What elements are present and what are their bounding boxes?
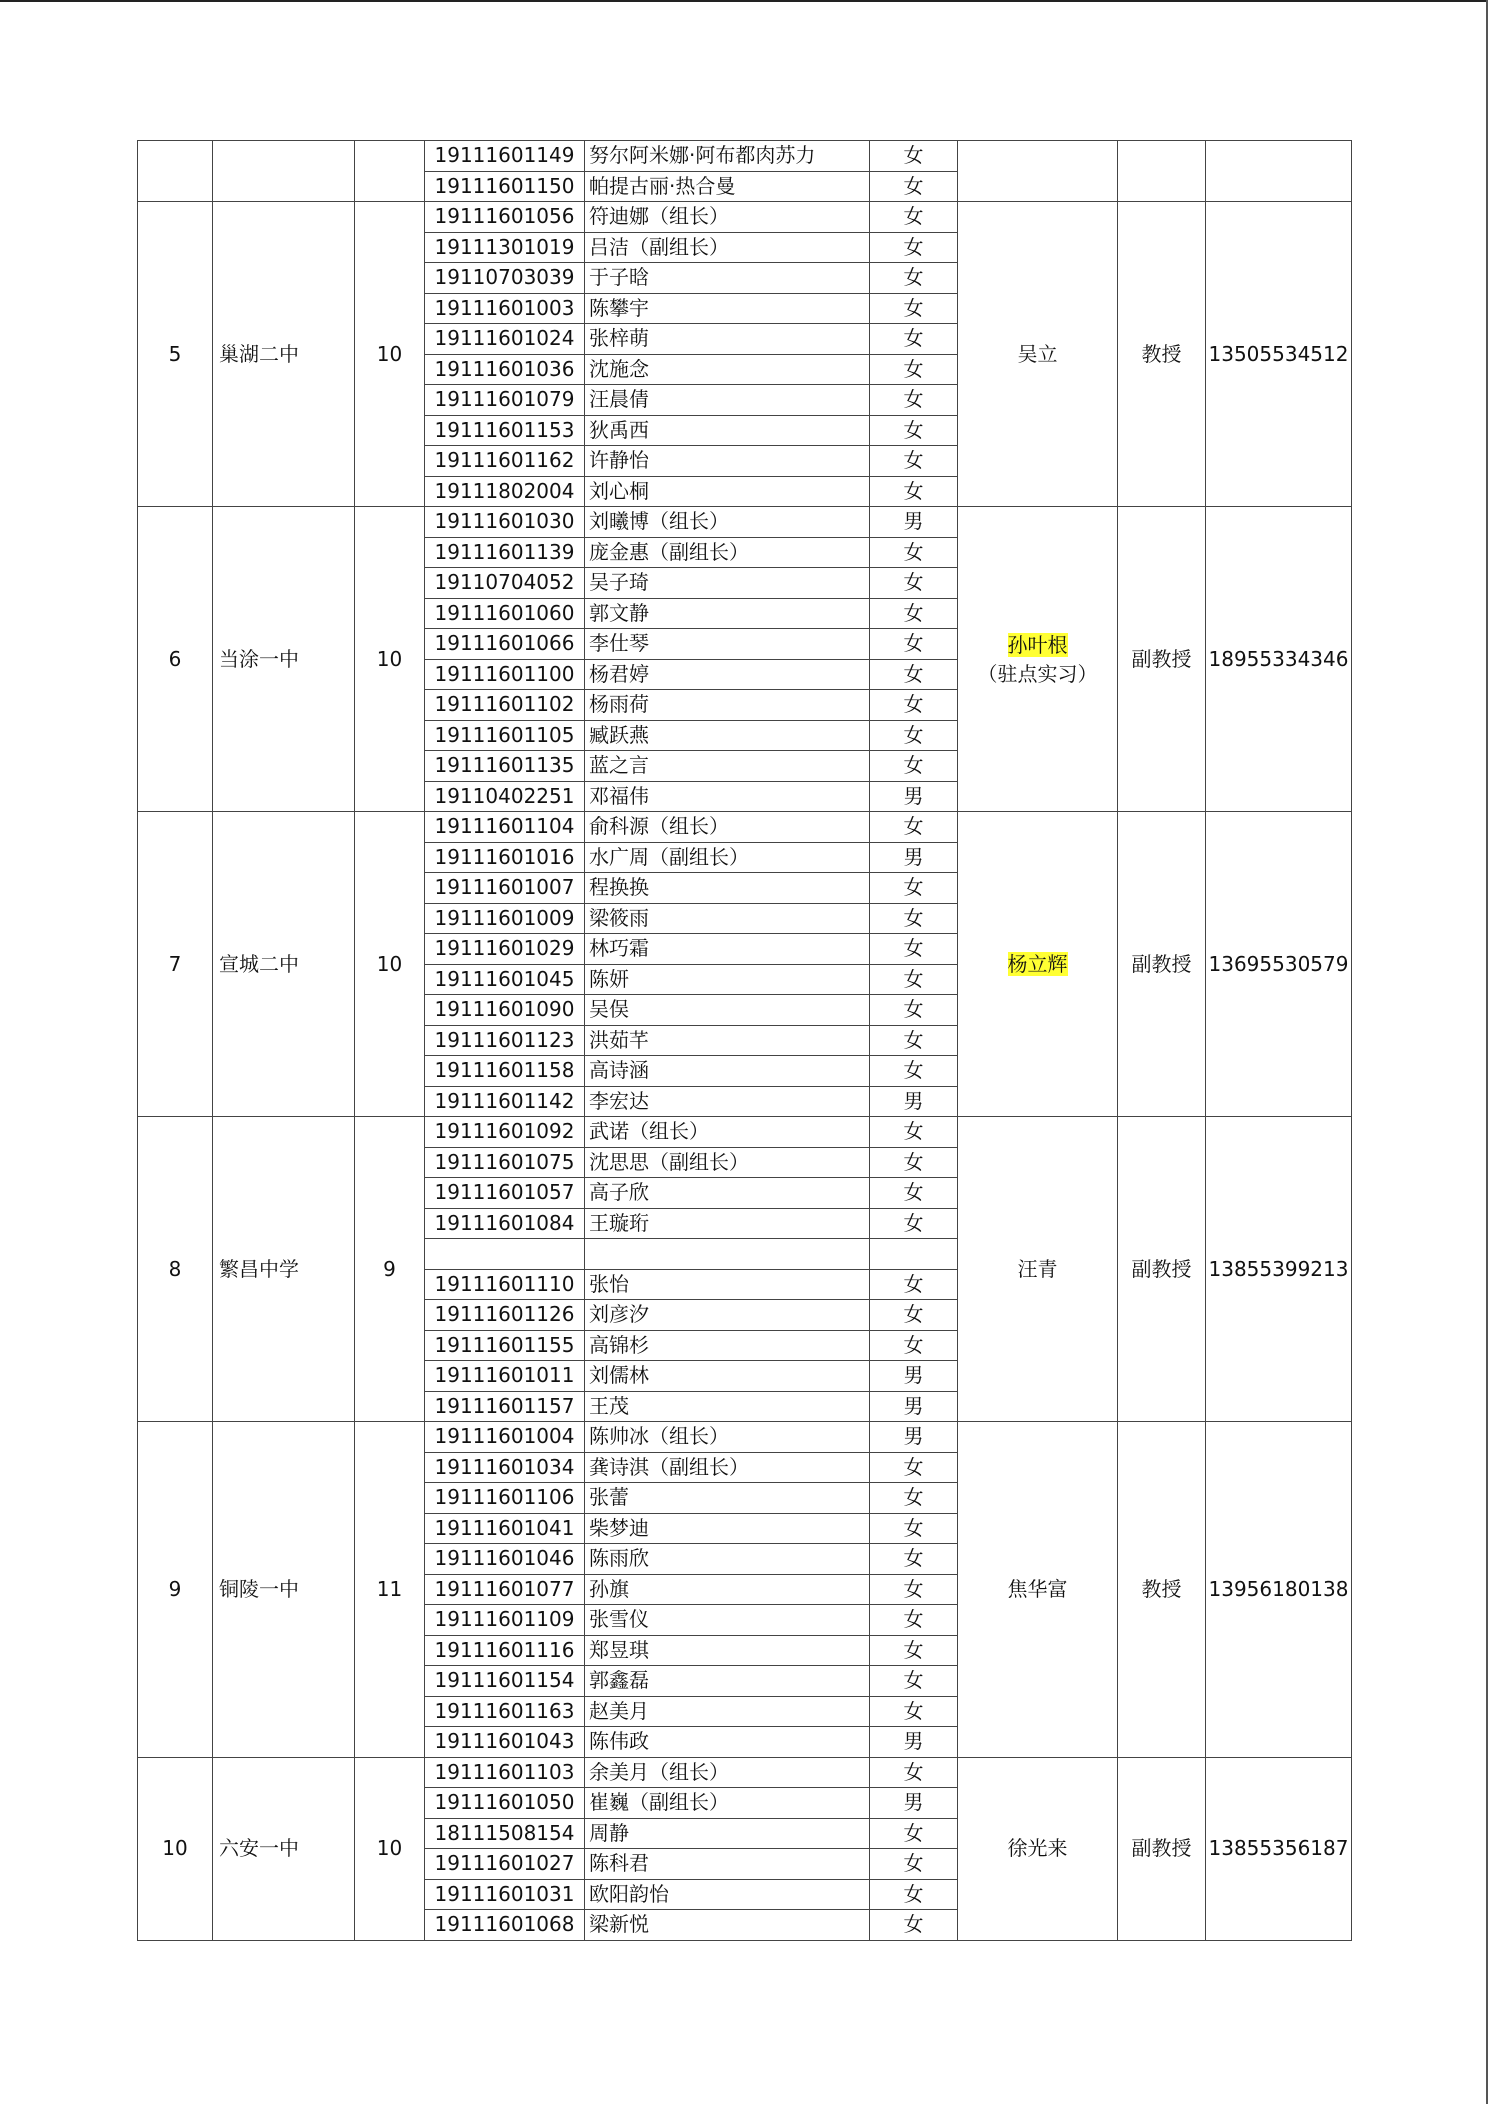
gender-cell: 女	[870, 263, 958, 294]
student-id-cell: 19111601100	[425, 659, 585, 690]
student-id-cell: 19111601077	[425, 1574, 585, 1605]
student-id-cell: 19111601154	[425, 1666, 585, 1697]
student-name-cell: 刘心桐	[585, 476, 870, 507]
student-id-cell: 19111601068	[425, 1910, 585, 1941]
student-id-cell: 19111601016	[425, 842, 585, 873]
teacher-name: 杨立辉	[1007, 951, 1068, 976]
group-number-cell: 10	[138, 1757, 213, 1940]
student-id-cell: 19111601103	[425, 1757, 585, 1788]
student-name-cell: 武诺（组长）	[585, 1117, 870, 1148]
student-id-cell: 19111601003	[425, 293, 585, 324]
gender-cell: 女	[870, 324, 958, 355]
gender-cell: 女	[870, 1025, 958, 1056]
count-cell	[355, 141, 425, 202]
student-name-cell: 龚诗淇（副组长）	[585, 1452, 870, 1483]
no-cell	[138, 141, 213, 202]
phone-cell: 13956180138	[1206, 1422, 1352, 1758]
teacher-cell	[958, 812, 1118, 1117]
student-count-cell: 10	[355, 1757, 425, 1940]
student-name-cell: 张梓萌	[585, 324, 870, 355]
school-cell: 宣城二中	[213, 812, 355, 1117]
student-id-cell: 19111601084	[425, 1208, 585, 1239]
gender-cell: 女	[870, 598, 958, 629]
gender-cell: 女	[870, 629, 958, 660]
student-id-cell: 19111601163	[425, 1696, 585, 1727]
student-name-cell: 臧跃燕	[585, 720, 870, 751]
student-id-cell: 19111601105	[425, 720, 585, 751]
teacher-name: 吴立	[1017, 341, 1058, 366]
gender-cell: 女	[870, 1147, 958, 1178]
student-name-cell: 吕洁（副组长）	[585, 232, 870, 263]
academic-title-cell: 副教授	[1118, 507, 1206, 812]
student-id-cell: 19111601024	[425, 324, 585, 355]
gender-cell: 女	[870, 446, 958, 477]
student-id-cell: 19111601079	[425, 385, 585, 416]
student-id-cell: 19111601102	[425, 690, 585, 721]
internship-roster-table	[137, 140, 1352, 1941]
gender-cell: 女	[870, 1635, 958, 1666]
student-name-cell: 梁筱雨	[585, 903, 870, 934]
student-name-cell	[585, 1239, 870, 1270]
student-name-cell: 周静	[585, 1818, 870, 1849]
roster-body	[138, 141, 1352, 1941]
gender-cell: 女	[870, 964, 958, 995]
gender-cell: 女	[870, 1605, 958, 1636]
student-name-cell: 张怡	[585, 1269, 870, 1300]
student-name-cell: 于子晗	[585, 263, 870, 294]
teacher-cell	[958, 1757, 1118, 1940]
student-id-cell: 19111601009	[425, 903, 585, 934]
group-number-cell: 6	[138, 507, 213, 812]
gender-cell: 男	[870, 1391, 958, 1422]
academic-title-cell: 副教授	[1118, 1117, 1206, 1422]
student-name-cell: 陈伟政	[585, 1727, 870, 1758]
phone-cell: 13505534512	[1206, 202, 1352, 507]
gender-cell: 男	[870, 781, 958, 812]
gender-cell: 女	[870, 537, 958, 568]
gender-cell: 女	[870, 751, 958, 782]
gender-cell: 女	[870, 385, 958, 416]
gender-cell: 女	[870, 232, 958, 263]
student-id-cell: 19111301019	[425, 232, 585, 263]
student-name-cell: 符迪娜（组长）	[585, 202, 870, 233]
table-row	[138, 812, 1352, 843]
student-name-cell: 吴俣	[585, 995, 870, 1026]
phone-cell	[1206, 141, 1352, 202]
gender-cell: 女	[870, 1849, 958, 1880]
student-id-cell: 19111601116	[425, 1635, 585, 1666]
teacher-name: 焦华富	[1007, 1576, 1068, 1601]
gender-cell: 女	[870, 1330, 958, 1361]
gender-cell: 男	[870, 1422, 958, 1453]
student-name-cell: 张蕾	[585, 1483, 870, 1514]
gender-cell: 女	[870, 1269, 958, 1300]
table-row	[138, 1117, 1352, 1148]
student-id-cell: 18111508154	[425, 1818, 585, 1849]
gender-cell	[870, 1239, 958, 1270]
teacher-cell	[958, 1117, 1118, 1422]
student-name-cell: 刘彦汐	[585, 1300, 870, 1331]
student-id-cell: 19111601029	[425, 934, 585, 965]
teacher-name: 孙叶根	[1007, 632, 1068, 657]
student-name-cell: 郭文静	[585, 598, 870, 629]
student-id-cell: 19111601045	[425, 964, 585, 995]
title-cell	[1118, 141, 1206, 202]
student-name-cell: 陈帅冰（组长）	[585, 1422, 870, 1453]
student-id-cell: 19111601050	[425, 1788, 585, 1819]
student-name-cell: 俞科源（组长）	[585, 812, 870, 843]
student-name-cell: 努尔阿米娜·阿布都肉苏力	[585, 141, 870, 172]
student-id-cell: 19111601056	[425, 202, 585, 233]
student-name-cell: 帕提古丽·热合曼	[585, 171, 870, 202]
gender-cell: 男	[870, 1788, 958, 1819]
student-id-cell: 19111601066	[425, 629, 585, 660]
student-name-cell: 王璇珩	[585, 1208, 870, 1239]
school-cell: 铜陵一中	[213, 1422, 355, 1758]
student-name-cell: 蓝之言	[585, 751, 870, 782]
student-id-cell: 19111601031	[425, 1879, 585, 1910]
student-id-cell: 19111601158	[425, 1056, 585, 1087]
student-name-cell: 崔巍（副组长）	[585, 1788, 870, 1819]
student-id-cell: 19111601057	[425, 1178, 585, 1209]
student-id-cell: 19111601004	[425, 1422, 585, 1453]
student-id-cell: 19111601139	[425, 537, 585, 568]
student-name-cell: 邓福伟	[585, 781, 870, 812]
gender-cell: 男	[870, 1361, 958, 1392]
phone-cell: 18955334346	[1206, 507, 1352, 812]
gender-cell: 女	[870, 202, 958, 233]
student-id-cell: 19111601110	[425, 1269, 585, 1300]
gender-cell: 女	[870, 141, 958, 172]
academic-title-cell: 副教授	[1118, 1757, 1206, 1940]
table-row	[138, 1422, 1352, 1453]
student-count-cell: 10	[355, 202, 425, 507]
student-id-cell: 19110704052	[425, 568, 585, 599]
student-id-cell: 19110402251	[425, 781, 585, 812]
student-id-cell: 19111601092	[425, 1117, 585, 1148]
gender-cell: 女	[870, 1910, 958, 1941]
teacher-cell	[958, 202, 1118, 507]
teacher-name: 汪青	[1017, 1256, 1058, 1281]
student-id-cell: 19111601135	[425, 751, 585, 782]
student-name-cell: 陈科君	[585, 1849, 870, 1880]
phone-cell: 13855356187	[1206, 1757, 1352, 1940]
student-name-cell: 狄禹西	[585, 415, 870, 446]
gender-cell: 女	[870, 1483, 958, 1514]
student-name-cell: 梁新悦	[585, 1910, 870, 1941]
student-id-cell: 19111601034	[425, 1452, 585, 1483]
school-cell: 六安一中	[213, 1757, 355, 1940]
table-row	[138, 1757, 1352, 1788]
gender-cell: 女	[870, 1544, 958, 1575]
student-id-cell: 19111601126	[425, 1300, 585, 1331]
student-id-cell: 19111601046	[425, 1544, 585, 1575]
student-name-cell: 杨雨荷	[585, 690, 870, 721]
teacher-cell	[958, 1422, 1118, 1758]
student-id-cell: 19111601155	[425, 1330, 585, 1361]
gender-cell: 女	[870, 1117, 958, 1148]
gender-cell: 女	[870, 1666, 958, 1697]
student-id-cell: 19111601011	[425, 1361, 585, 1392]
student-name-cell: 沈思思（副组长）	[585, 1147, 870, 1178]
gender-cell: 男	[870, 842, 958, 873]
student-id-cell: 19111601142	[425, 1086, 585, 1117]
teacher-name: 徐光来	[1007, 1836, 1068, 1860]
gender-cell: 女	[870, 293, 958, 324]
student-name-cell: 陈雨欣	[585, 1544, 870, 1575]
student-name-cell: 赵美月	[585, 1696, 870, 1727]
student-id-cell: 19111601109	[425, 1605, 585, 1636]
gender-cell: 男	[870, 1727, 958, 1758]
group-number-cell: 5	[138, 202, 213, 507]
student-name-cell: 洪茹芊	[585, 1025, 870, 1056]
student-count-cell: 10	[355, 507, 425, 812]
gender-cell: 女	[870, 1696, 958, 1727]
student-name-cell: 林巧霜	[585, 934, 870, 965]
student-name-cell: 刘儒林	[585, 1361, 870, 1392]
page-top-border	[0, 0, 1488, 2]
student-id-cell: 19111601007	[425, 873, 585, 904]
gender-cell: 女	[870, 1818, 958, 1849]
student-id-cell: 19111601153	[425, 415, 585, 446]
student-name-cell: 李仕琴	[585, 629, 870, 660]
student-name-cell: 孙旗	[585, 1574, 870, 1605]
school-cell: 巢湖二中	[213, 202, 355, 507]
student-name-cell: 张雪仪	[585, 1605, 870, 1636]
student-id-cell: 19111601030	[425, 507, 585, 538]
teacher-note: （驻点实习）	[977, 661, 1098, 686]
student-name-cell: 郑昱琪	[585, 1635, 870, 1666]
gender-cell: 女	[870, 1513, 958, 1544]
student-id-cell: 19111601150	[425, 171, 585, 202]
student-name-cell: 高诗涵	[585, 1056, 870, 1087]
group-number-cell: 8	[138, 1117, 213, 1422]
student-count-cell: 9	[355, 1117, 425, 1422]
table-row	[138, 141, 1352, 172]
academic-title-cell: 副教授	[1118, 812, 1206, 1117]
student-name-cell: 水广周（副组长）	[585, 842, 870, 873]
gender-cell: 女	[870, 903, 958, 934]
teacher-cell	[958, 141, 1118, 202]
gender-cell: 女	[870, 812, 958, 843]
student-name-cell: 吴子琦	[585, 568, 870, 599]
school-cell: 繁昌中学	[213, 1117, 355, 1422]
group-number-cell: 9	[138, 1422, 213, 1758]
gender-cell: 女	[870, 354, 958, 385]
student-id-cell: 19111601157	[425, 1391, 585, 1422]
gender-cell: 男	[870, 507, 958, 538]
table-row	[138, 202, 1352, 233]
student-id-cell: 19111601027	[425, 1849, 585, 1880]
gender-cell: 女	[870, 659, 958, 690]
gender-cell: 女	[870, 1757, 958, 1788]
gender-cell: 女	[870, 1300, 958, 1331]
student-id-cell: 19110703039	[425, 263, 585, 294]
teacher-cell	[958, 507, 1118, 812]
gender-cell: 女	[870, 1879, 958, 1910]
school-cell	[213, 141, 355, 202]
student-id-cell: 19111601123	[425, 1025, 585, 1056]
student-name-cell: 高锦杉	[585, 1330, 870, 1361]
phone-cell: 13695530579	[1206, 812, 1352, 1117]
student-name-cell: 刘曦博（组长）	[585, 507, 870, 538]
student-count-cell: 10	[355, 812, 425, 1117]
school-cell: 当涂一中	[213, 507, 355, 812]
gender-cell: 女	[870, 1574, 958, 1605]
student-name-cell: 许静怡	[585, 446, 870, 477]
gender-cell: 男	[870, 1086, 958, 1117]
student-name-cell: 程换换	[585, 873, 870, 904]
student-id-cell: 19111601036	[425, 354, 585, 385]
gender-cell: 女	[870, 1056, 958, 1087]
student-id-cell: 19111601041	[425, 1513, 585, 1544]
gender-cell: 女	[870, 171, 958, 202]
gender-cell: 女	[870, 995, 958, 1026]
student-id-cell: 19111802004	[425, 476, 585, 507]
student-name-cell: 欧阳韵怡	[585, 1879, 870, 1910]
gender-cell: 女	[870, 720, 958, 751]
gender-cell: 女	[870, 415, 958, 446]
student-name-cell: 沈施念	[585, 354, 870, 385]
gender-cell: 女	[870, 934, 958, 965]
student-name-cell: 陈妍	[585, 964, 870, 995]
student-id-cell	[425, 1239, 585, 1270]
student-name-cell: 高子欣	[585, 1178, 870, 1209]
gender-cell: 女	[870, 690, 958, 721]
academic-title-cell: 教授	[1118, 1422, 1206, 1758]
student-id-cell: 19111601090	[425, 995, 585, 1026]
student-id-cell: 19111601162	[425, 446, 585, 477]
table-row	[138, 507, 1352, 538]
student-name-cell: 郭鑫磊	[585, 1666, 870, 1697]
student-id-cell: 19111601060	[425, 598, 585, 629]
student-count-cell: 11	[355, 1422, 425, 1758]
student-name-cell: 汪晨倩	[585, 385, 870, 416]
student-id-cell: 19111601104	[425, 812, 585, 843]
student-name-cell: 柴梦迪	[585, 1513, 870, 1544]
gender-cell: 女	[870, 1452, 958, 1483]
group-number-cell: 7	[138, 812, 213, 1117]
gender-cell: 女	[870, 476, 958, 507]
student-id-cell: 19111601149	[425, 141, 585, 172]
student-id-cell: 19111601106	[425, 1483, 585, 1514]
student-name-cell: 杨君婷	[585, 659, 870, 690]
phone-cell: 13855399213	[1206, 1117, 1352, 1422]
student-name-cell: 王茂	[585, 1391, 870, 1422]
student-id-cell: 19111601043	[425, 1727, 585, 1758]
student-name-cell: 余美月（组长）	[585, 1757, 870, 1788]
gender-cell: 女	[870, 1178, 958, 1209]
student-id-cell: 19111601075	[425, 1147, 585, 1178]
student-name-cell: 李宏达	[585, 1086, 870, 1117]
academic-title-cell: 教授	[1118, 202, 1206, 507]
gender-cell: 女	[870, 568, 958, 599]
student-name-cell: 陈攀宇	[585, 293, 870, 324]
gender-cell: 女	[870, 873, 958, 904]
student-name-cell: 庞金惠（副组长）	[585, 537, 870, 568]
gender-cell: 女	[870, 1208, 958, 1239]
